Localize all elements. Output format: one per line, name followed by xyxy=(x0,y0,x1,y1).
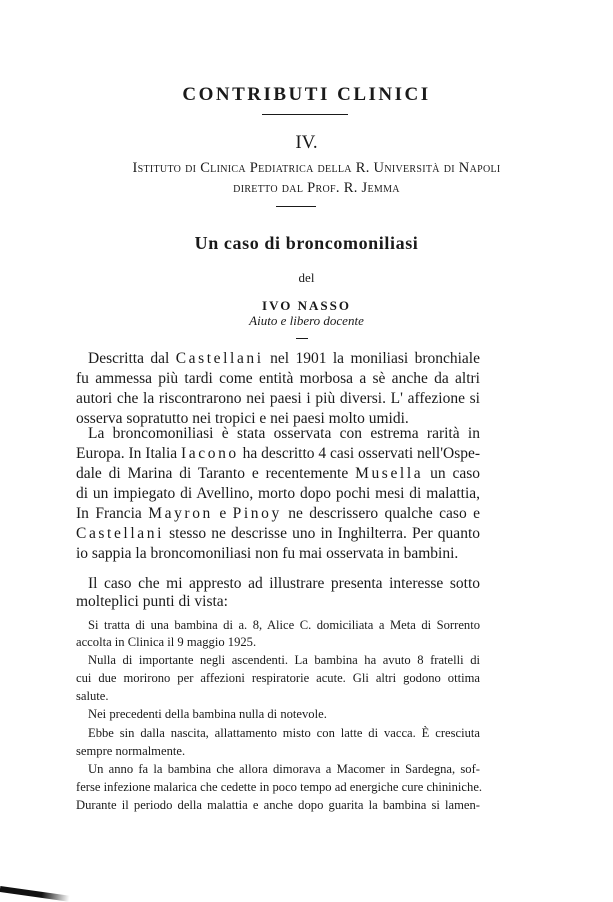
article-title: Un caso di broncomoniliasi xyxy=(194,233,419,253)
body-line: osserva sopratutto nei tropici e nei paesi molto umidi. xyxy=(76,410,409,427)
body-line: autori che la riscontrarono nei paesi i più diversi. L' affezione si xyxy=(76,390,480,407)
scan-edge-mark xyxy=(0,886,70,902)
body-line: Il caso che mi appresto ad illustrare presenta interesse sotto xyxy=(88,575,480,592)
case-note-line: salute. xyxy=(76,689,109,703)
body-line: di un impiegato di Avellino, morto dopo pochi mesi di malattia, xyxy=(76,485,480,502)
case-note-line: Ebbe sin dalla nascita, allattamento misto con latte di vacca. È cresciuta xyxy=(88,726,480,740)
author-role: Aiuto e libero docente xyxy=(249,313,364,328)
title-underline-rule xyxy=(262,114,348,115)
author-rule xyxy=(296,338,308,339)
case-note-line: Nei precedenti della bambina nulla di notevole. xyxy=(88,707,327,721)
body-line: fu ammessa più tardi come entità morbosa a sè anche da altri xyxy=(76,370,480,387)
case-note-line: Nulla di importante negli ascendenti. La bambina ha avuto 8 fratelli di xyxy=(88,653,480,667)
author-citation: Musella xyxy=(355,465,424,482)
body-line: La broncomoniliasi è stata osservata con estrema rarità in xyxy=(88,425,480,442)
author-citation: Iacono xyxy=(181,445,239,462)
case-note-line: Si tratta di una bambina di a. 8, Alice C. domiciliata a Meta di Sorrento xyxy=(88,618,480,632)
author-citation: Mayron xyxy=(148,505,213,522)
body-line: Castellani stesso ne descrisse uno in Inghilterra. Per quanto xyxy=(76,525,480,542)
author-citation: Castellani xyxy=(76,525,164,542)
institute-line-1: Istituto di Clinica Pediatrica della R. Università di Napoli xyxy=(132,160,501,176)
case-note-line: Un anno fa la bambina che allora dimorava a Macomer in Sardegna, sof- xyxy=(88,762,480,776)
body-line: Descritta dal Castellani nel 1901 la moniliasi bronchiale xyxy=(88,350,480,367)
byline-preposition: del xyxy=(298,270,315,285)
institute-rule xyxy=(276,206,316,207)
body-line: molteplici punti di vista: xyxy=(76,593,228,610)
case-note-line: sempre normalmente. xyxy=(76,744,186,758)
case-note-line: accolta in Clinica il 9 maggio 1925. xyxy=(76,635,257,649)
article-number: IV. xyxy=(295,132,318,153)
author-citation: Castellani xyxy=(175,350,264,367)
body-line: dale di Marina di Taranto e recentemente Musella un caso xyxy=(76,465,480,482)
institute-line-2: diretto dal Prof. R. Jemma xyxy=(233,180,400,196)
section-title: CONTRIBUTI CLINICI xyxy=(182,84,431,105)
author-citation: Pinoy xyxy=(232,505,282,522)
case-note-line: cui due morirono per affezioni respiratorie acute. Gli altri godono ottima xyxy=(76,671,480,685)
body-line: Europa. In Italia Iacono ha descritto 4 casi osservati nell'Ospe- xyxy=(76,445,481,462)
body-line: io sappia la broncomoniliasi non fu mai osservata in bambini. xyxy=(76,545,459,562)
author-name: IVO NASSO xyxy=(262,298,351,313)
body-line: In Francia Mayron e Pinoy ne descrissero qualche caso e xyxy=(76,505,480,522)
case-note-line: ferse infezione malarica che cedette in poco tempo ad energiche cure chininiche. xyxy=(76,780,483,794)
case-note-line: Durante il periodo della malattia e anche dopo guarita la bambina si lamen- xyxy=(76,798,480,812)
